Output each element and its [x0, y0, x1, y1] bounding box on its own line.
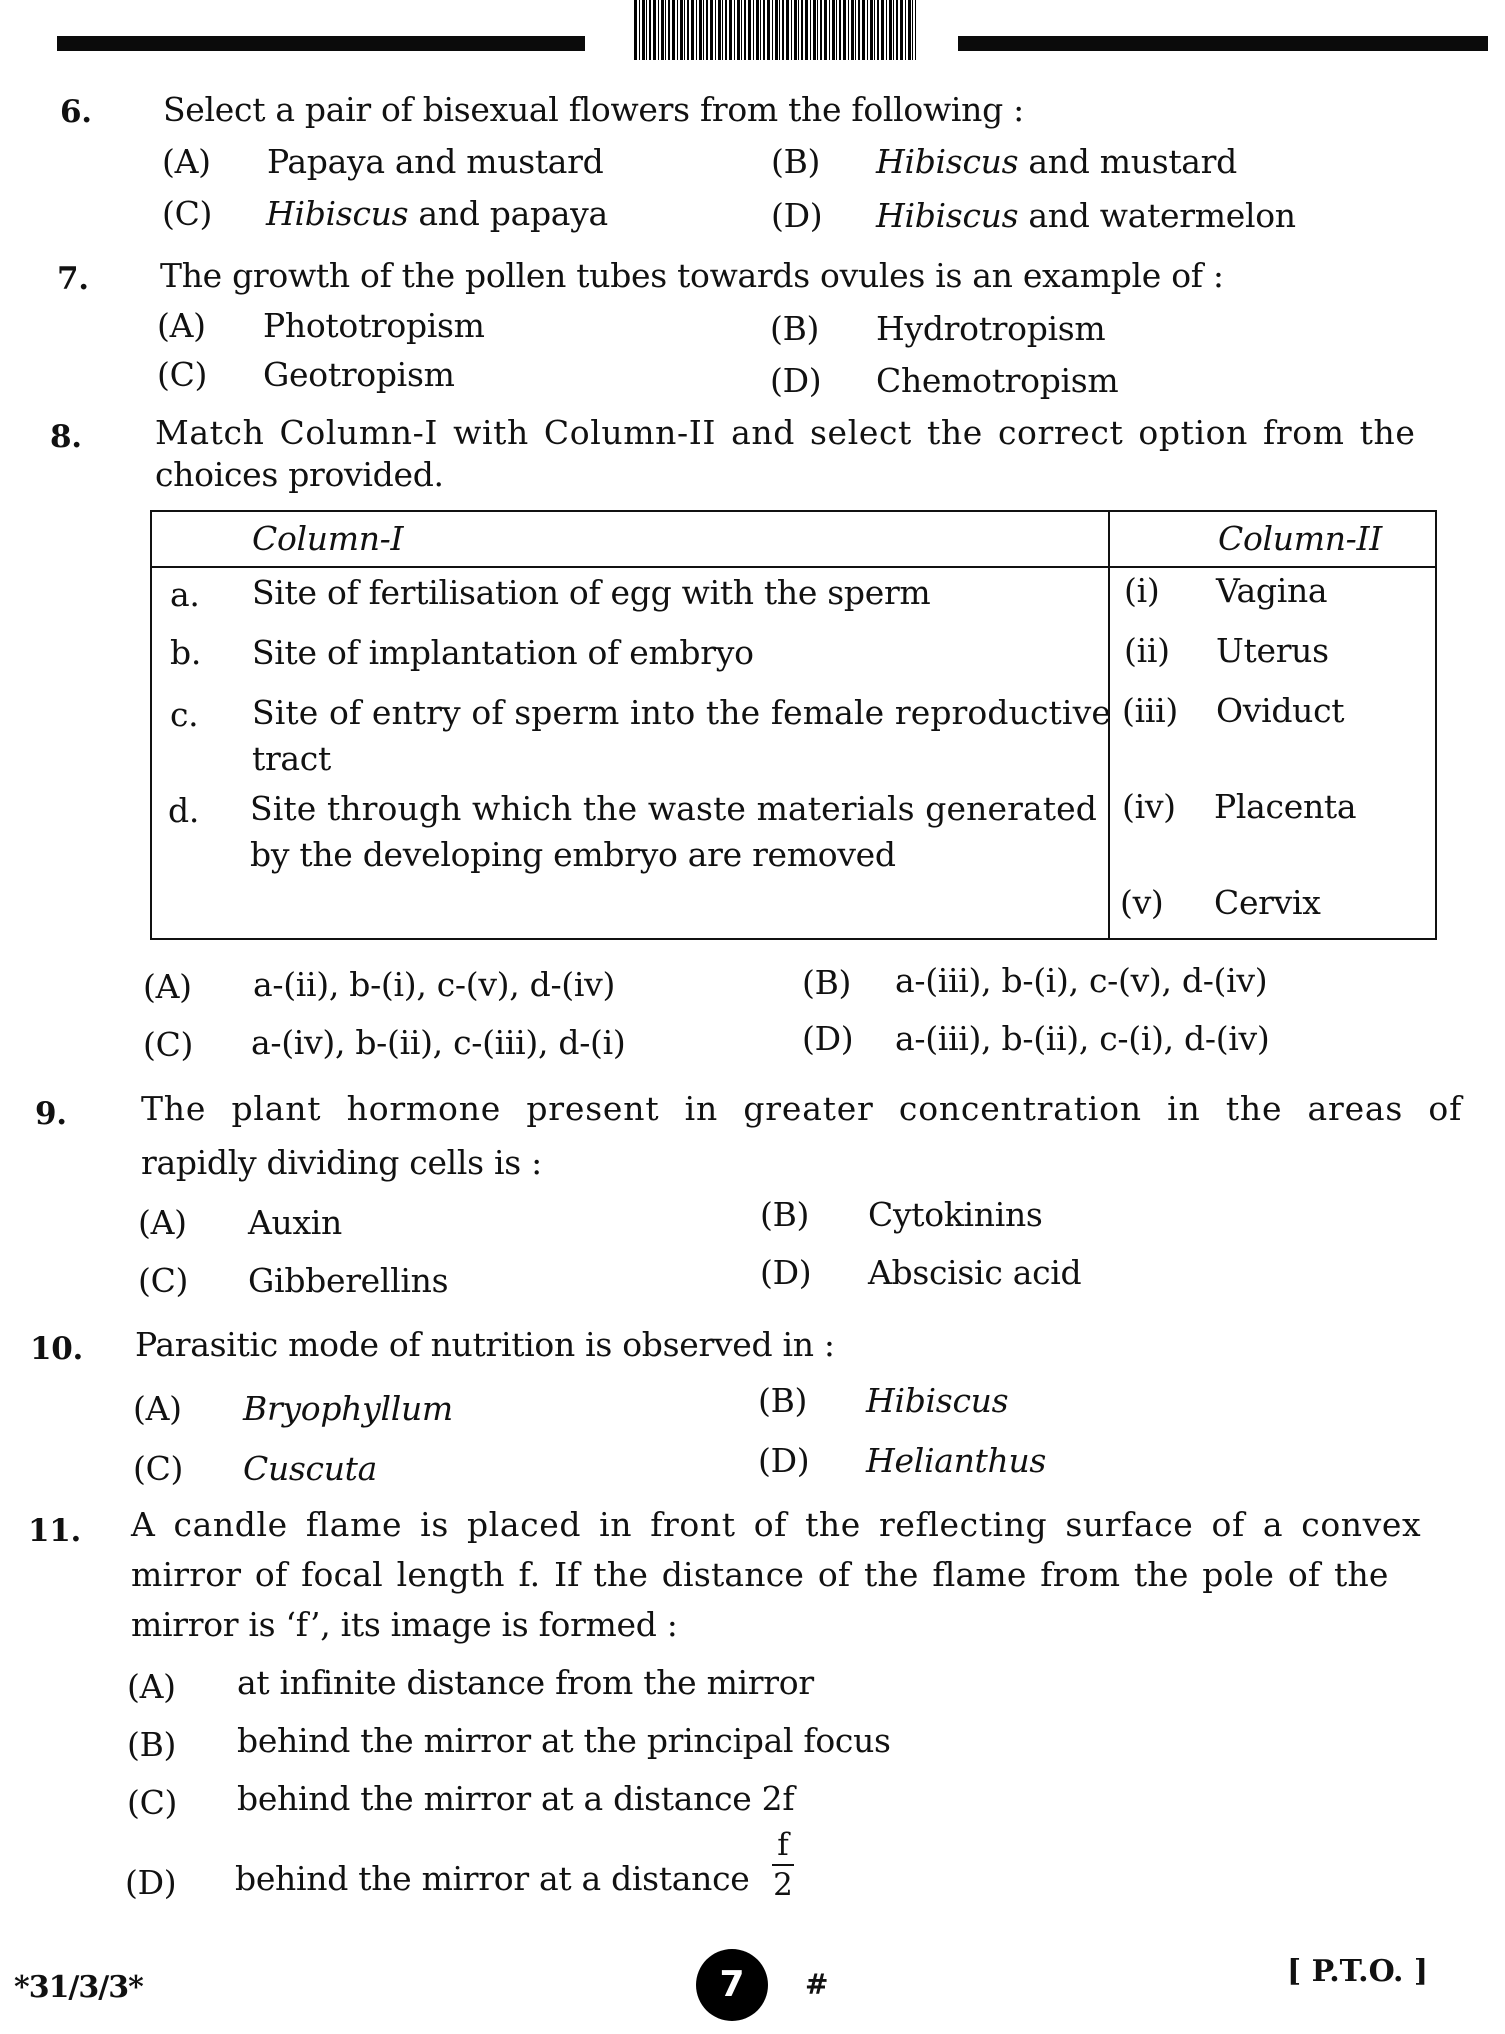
- option-text: Cuscuta: [243, 1449, 378, 1488]
- option-text: a-(iii), b-(i), c-(v), d-(iv): [895, 961, 1268, 1000]
- row-text: Site through which the waste materials generated: [250, 789, 1098, 828]
- row-key: d.: [168, 791, 200, 830]
- option-text: Chemotropism: [876, 361, 1119, 400]
- question-text-line-1: A candle flame is placed in front of the reflecting surface of a convex: [131, 1505, 1422, 1544]
- option-text: [876, 143, 1237, 181]
- page-number-badge: 7: [696, 1949, 768, 2021]
- question-text-line-1: The plant hormone present in greater concentration in the areas of: [141, 1089, 1463, 1128]
- header-bar-right: [958, 36, 1488, 51]
- question-number: 6.: [60, 94, 92, 130]
- species-name: Hibiscus: [266, 194, 409, 233]
- option-text: Hibiscus: [866, 1381, 1009, 1420]
- hash-mark: #: [805, 1968, 829, 2001]
- option-label: (A): [162, 142, 211, 181]
- row-key: c.: [170, 695, 199, 734]
- header-bar-left: [57, 36, 585, 51]
- option-text: [876, 197, 1296, 235]
- option-text-rest: and watermelon: [1018, 196, 1296, 235]
- option-label: (A): [157, 306, 206, 345]
- question-number: 10.: [30, 1331, 84, 1367]
- row-text: Site of implantation of embryo: [252, 633, 754, 672]
- option-text-rest: and papaya: [408, 194, 608, 233]
- option-text: Phototropism: [263, 306, 485, 345]
- row-key: (i): [1124, 571, 1160, 610]
- fraction-numerator: f: [777, 1827, 789, 1863]
- question-text-line-3: mirror is ‘f’, its image is formed :: [131, 1605, 678, 1644]
- question-text-line-2: mirror of focal length f. If the distance of the flame from the pole of the: [131, 1555, 1389, 1594]
- row-text: Site of fertilisation of egg with the sperm: [252, 573, 931, 612]
- row-key: (v): [1120, 883, 1164, 922]
- paper-code: *31/3/3*: [14, 1970, 143, 2005]
- question-text-line-2: rapidly dividing cells is :: [141, 1143, 542, 1182]
- option-label: (B): [770, 309, 820, 348]
- option-text: behind the mirror at a distance: [235, 1859, 750, 1898]
- question-text: The growth of the pollen tubes towards ovules is an example of :: [160, 256, 1224, 295]
- option-label: (B): [758, 1381, 808, 1420]
- option-label: (D): [770, 361, 822, 400]
- fraction-bar: [772, 1864, 794, 1866]
- question-text-line-1: Match Column-I with Column-II and select the correct option from the: [155, 413, 1416, 452]
- question-number: 7.: [57, 261, 89, 297]
- option-label: (B): [127, 1725, 177, 1764]
- option-label: (C): [157, 355, 208, 394]
- question-text-line-2: choices provided.: [155, 455, 444, 494]
- option-text: Abscisic acid: [868, 1253, 1082, 1292]
- row-value: Uterus: [1216, 631, 1329, 670]
- option-text: a-(ii), b-(i), c-(v), d-(iv): [253, 965, 616, 1004]
- option-label: (D): [125, 1863, 177, 1902]
- option-text: Helianthus: [866, 1441, 1047, 1480]
- option-label: (D): [760, 1253, 812, 1292]
- option-label: (C): [133, 1449, 184, 1488]
- option-label: (A): [143, 967, 192, 1006]
- option-text: [266, 195, 608, 233]
- option-text: at infinite distance from the mirror: [237, 1663, 814, 1702]
- column-1-header: Column-I: [252, 519, 404, 558]
- pto-label: [ P.T.O. ]: [1287, 1954, 1429, 1989]
- row-key: (iv): [1122, 787, 1176, 826]
- row-key: (ii): [1124, 631, 1170, 670]
- option-label: (A): [138, 1203, 187, 1242]
- row-text-continued: tract: [252, 739, 331, 778]
- option-label: (D): [758, 1441, 810, 1480]
- option-label: (B): [771, 142, 821, 181]
- option-text-rest: and mustard: [1018, 142, 1237, 181]
- barcode-icon: [634, 0, 916, 60]
- question-number: 9.: [35, 1096, 67, 1132]
- row-value: Cervix: [1214, 883, 1321, 922]
- option-label: (D): [802, 1019, 854, 1058]
- row-key: b.: [170, 633, 202, 672]
- row-key: (iii): [1122, 691, 1178, 730]
- option-text: Auxin: [248, 1203, 343, 1242]
- option-text: Geotropism: [263, 355, 455, 394]
- fraction-denominator: 2: [773, 1867, 793, 1903]
- row-key: a.: [170, 575, 200, 614]
- option-text: Hydrotropism: [876, 309, 1106, 348]
- match-table: [150, 510, 1437, 940]
- option-label: (C): [127, 1783, 178, 1822]
- question-number: 8.: [50, 419, 82, 455]
- option-label: (C): [162, 194, 213, 233]
- option-text: Gibberellins: [248, 1261, 449, 1300]
- row-text-continued: by the developing embryo are removed: [250, 835, 896, 874]
- option-label: (B): [760, 1195, 810, 1234]
- option-text: behind the mirror at a distance 2f: [237, 1779, 795, 1818]
- option-text: Cytokinins: [868, 1195, 1043, 1234]
- option-label: (D): [771, 196, 823, 235]
- row-value: Oviduct: [1216, 691, 1345, 730]
- row-text: Site of entry of sperm into the female reproductive: [252, 693, 1111, 732]
- fraction-f-over-2: [765, 1828, 801, 1902]
- row-value: Vagina: [1216, 571, 1328, 610]
- option-label: (C): [143, 1025, 194, 1064]
- option-text: a-(iii), b-(ii), c-(i), d-(iv): [895, 1019, 1270, 1058]
- option-text: behind the mirror at the principal focus: [237, 1721, 891, 1760]
- row-value: Placenta: [1214, 787, 1357, 826]
- option-text: Papaya and mustard: [267, 142, 604, 181]
- column-2-header: Column-II: [1218, 519, 1382, 558]
- question-number: 11.: [28, 1513, 82, 1549]
- option-text: Bryophyllum: [243, 1389, 453, 1428]
- option-label: (C): [138, 1261, 189, 1300]
- species-name: Hibiscus: [876, 196, 1019, 235]
- option-label: (A): [127, 1667, 176, 1706]
- question-text: Select a pair of bisexual flowers from the following :: [163, 90, 1024, 129]
- question-text: Parasitic mode of nutrition is observed in :: [135, 1325, 835, 1364]
- species-name: Hibiscus: [876, 142, 1019, 181]
- option-text: a-(iv), b-(ii), c-(iii), d-(i): [251, 1023, 626, 1062]
- option-label: (A): [133, 1389, 182, 1428]
- option-label: (B): [802, 963, 852, 1002]
